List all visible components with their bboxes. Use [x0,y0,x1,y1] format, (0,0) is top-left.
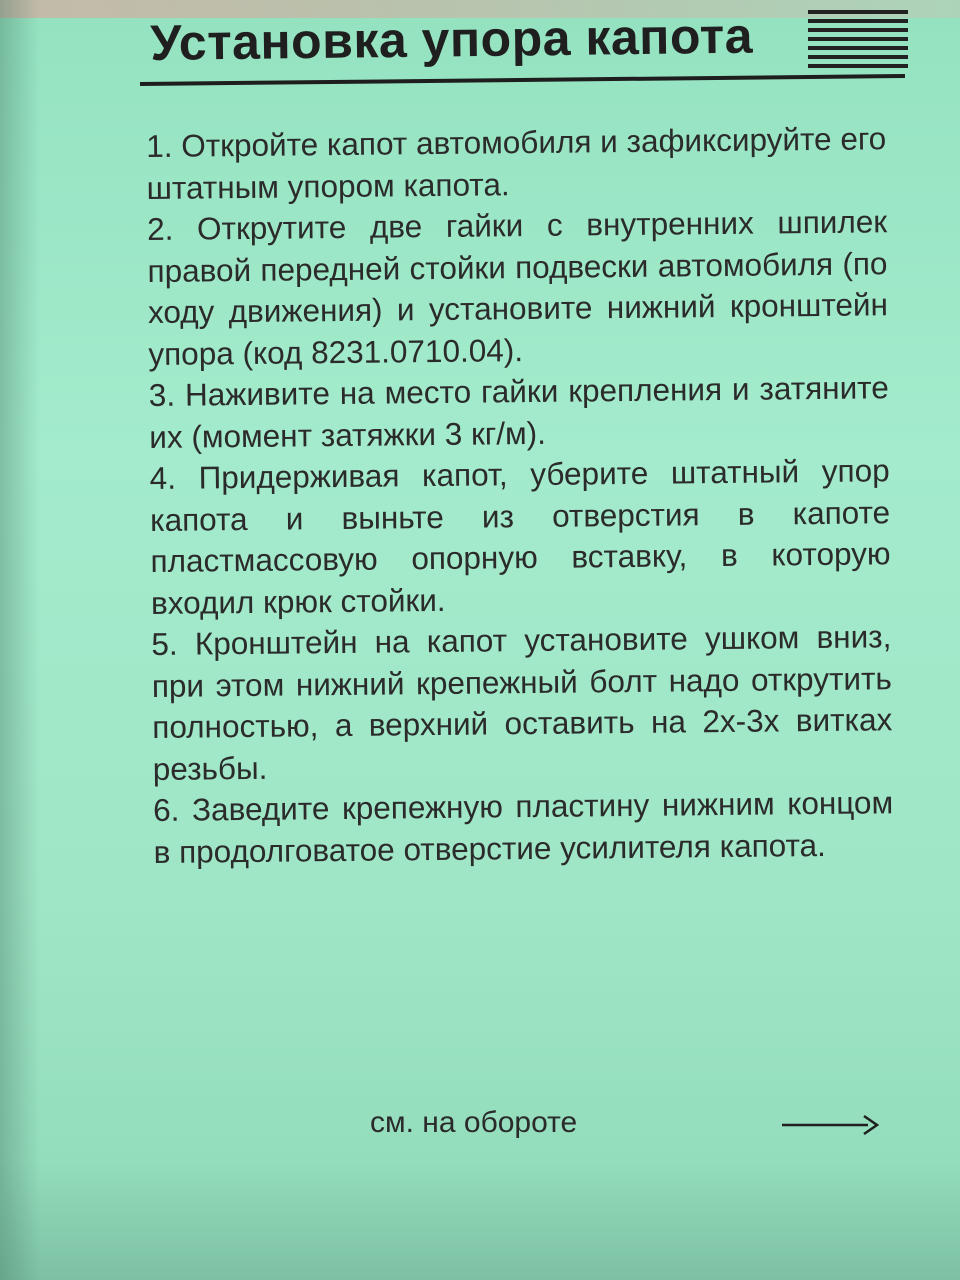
step-4: 4. Придерживая капот, уберите штатный упор капота и выньте из отверстия в капоте пластмассовую опорную вставку, в которую входил крюк стойки. [149,452,891,621]
instruction-steps [146,118,894,873]
barcode-icon [808,10,908,72]
step-2: 2. Открутите две гайки с внутренних шпилек правой передней стойки подвески автомобиля (по ходу движения) и установите нижний кронштейн упора (код 8231.0710.04). [146,203,889,372]
page-shadow-left [0,0,40,1280]
header-rule [140,74,905,86]
step-6: 6. Заведите крепежную пластину нижним концом в продолговатое отверстие усилителя капота. [152,784,894,870]
page-shadow-bottom [0,1160,960,1280]
page-title: Установка упора капота [150,7,754,71]
step-1: 1. Откройте капот автомобиля и зафиксируйте его штатным упором капота. [146,120,887,206]
step-3: 3. Наживите на место гайки крепления и затяните их (момент затяжки 3 кг/м). [148,369,889,455]
arrow-right-icon [780,1112,880,1138]
step-5: 5. Кронштейн на капот установите ушком вниз, при этом нижний крепежный болт надо открутить полностью, а верхний оставить на 2х-3х витках резьбы. [151,618,893,787]
see-reverse-note: см. на обороте [370,1106,578,1139]
